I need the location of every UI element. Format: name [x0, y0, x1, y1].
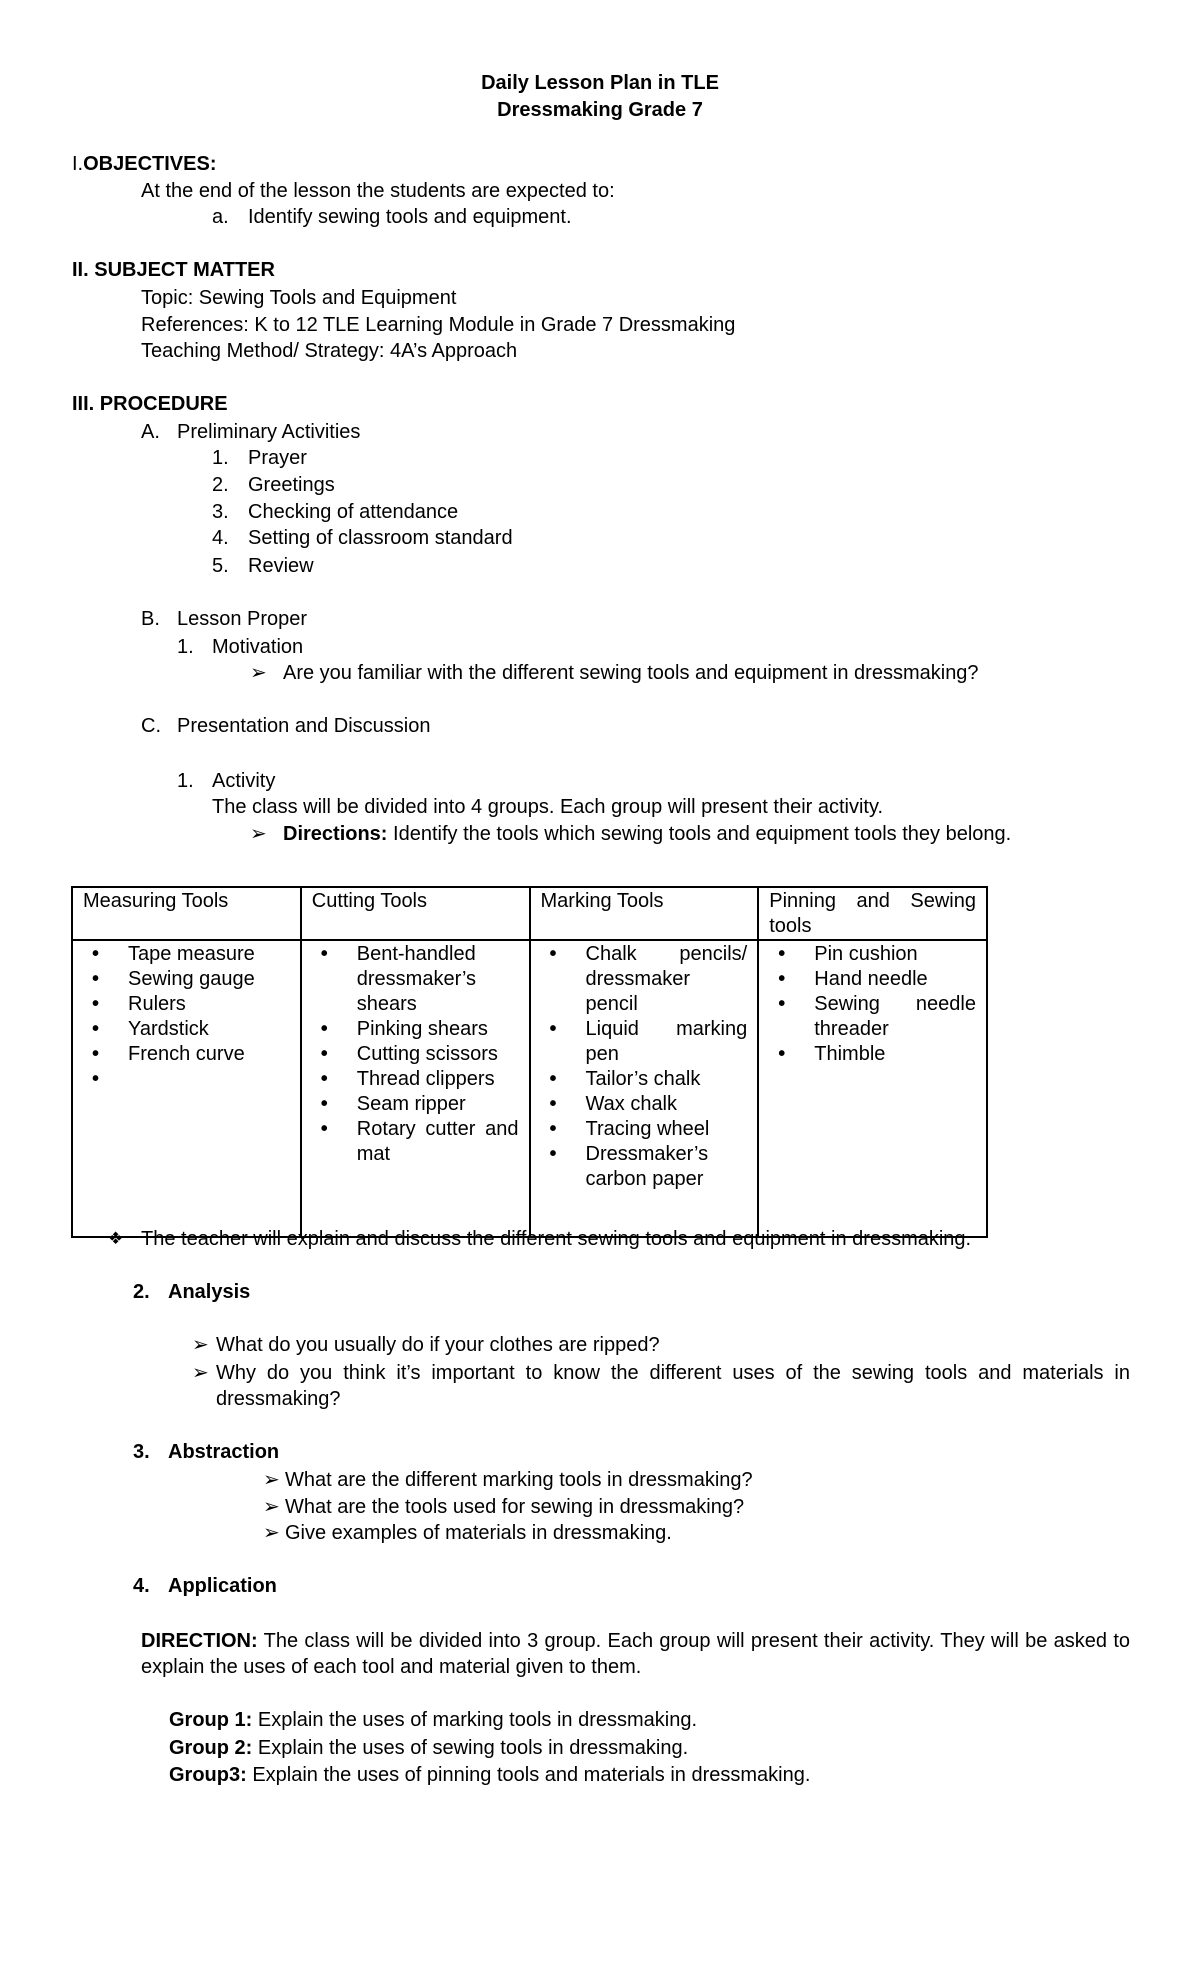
list-item: • Liquid marking pen: [586, 1017, 748, 1067]
objectives-label: OBJECTIVES:: [83, 153, 217, 175]
header-measuring: Measuring Tools: [72, 887, 301, 940]
list-item: • Tracing wheel: [586, 1117, 748, 1142]
group-3: [169, 1762, 810, 1788]
directions: [283, 821, 1011, 847]
objectives-prefix: I.: [72, 153, 84, 175]
topic: Topic: Sewing Tools and Equipment: [141, 287, 457, 309]
analysis-marker: 2.: [133, 1281, 150, 1303]
list-item: • Seam ripper: [357, 1092, 519, 1117]
objectives-heading: [72, 151, 216, 177]
list-item: • Tailor’s chalk: [586, 1067, 748, 1092]
group-label: Group3:: [169, 1764, 247, 1786]
analysis-question-text: Why do you think it’s important to know the different uses of the sewing tools and materials in dressmaking?: [216, 1362, 1130, 1410]
header-marking: Marking Tools: [530, 887, 759, 940]
arrow-bullet-icon: ➢: [250, 823, 267, 845]
table-header-row: [72, 887, 987, 940]
list-item: • French curve: [128, 1042, 290, 1067]
prelim-marker: 2.: [212, 474, 229, 496]
cutting-tools-cell: [301, 940, 530, 1237]
prelim-item: Review: [248, 555, 314, 577]
group-label: Group 2:: [169, 1737, 253, 1759]
group-1: [169, 1707, 697, 1733]
activity-text: The class will be divided into 4 groups. Each group will present their activity.: [212, 796, 884, 818]
application-marker: 4.: [133, 1575, 150, 1597]
objective-marker: a.: [212, 206, 229, 228]
prelim-item: Setting of classroom standard: [248, 527, 513, 549]
direction-label: DIRECTION:: [141, 1630, 258, 1652]
arrow-bullet-icon: ➢: [263, 1522, 280, 1544]
section-a-label: Preliminary Activities: [177, 421, 361, 443]
procedure-heading: III. PROCEDURE: [72, 393, 228, 415]
title-line-1: Daily Lesson Plan in TLE: [481, 72, 719, 94]
measuring-tools-cell: [72, 940, 301, 1237]
arrow-bullet-icon: ➢: [263, 1469, 280, 1491]
application-label: Application: [168, 1575, 277, 1597]
analysis-label: Analysis: [168, 1281, 251, 1303]
group-text: Explain the uses of pinning tools and materials in dressmaking.: [246, 1764, 811, 1786]
section-b-marker: B.: [141, 608, 160, 630]
list-item: • Yardstick: [128, 1017, 290, 1042]
header-cutting: Cutting Tools: [301, 887, 530, 940]
teaching-method: Teaching Method/ Strategy: 4A’s Approach: [141, 340, 518, 362]
group-2: [169, 1735, 688, 1761]
section-a-marker: A.: [141, 421, 160, 443]
list-item: • Pinking shears: [357, 1017, 519, 1042]
abstraction-question: What are the different marking tools in dressmaking?: [285, 1469, 753, 1491]
header-pinning-sewing: Pinning and Sewing tools: [758, 887, 987, 940]
list-item: • Pin cushion: [814, 942, 976, 967]
abstraction-question: Give examples of materials in dressmaking.: [285, 1522, 672, 1544]
arrow-bullet-icon: ➢: [263, 1496, 280, 1518]
list-item: • Rulers: [128, 992, 290, 1017]
tools-table: [71, 886, 988, 1238]
section-c-label: Presentation and Discussion: [177, 715, 431, 737]
table-row: [72, 940, 987, 1237]
prelim-marker: 4.: [212, 527, 229, 549]
list-item: • Wax chalk: [586, 1092, 748, 1117]
list-item: • Hand needle: [814, 967, 976, 992]
list-item: • Sewing gauge: [128, 967, 290, 992]
activity-label: Activity: [212, 770, 276, 792]
pinning-sewing-tools-cell: [758, 940, 987, 1237]
motivation-marker: 1.: [177, 636, 194, 658]
abstraction-question: What are the tools used for sewing in dressmaking?: [285, 1496, 745, 1518]
prelim-marker: 3.: [212, 501, 229, 523]
prelim-marker: 5.: [212, 555, 229, 577]
section-b-label: Lesson Proper: [177, 608, 308, 630]
list-item: • Thimble: [814, 1042, 976, 1067]
group-label: Group 1:: [169, 1709, 253, 1731]
analysis-question: What do you usually do if your clothes are ripped?: [216, 1334, 660, 1356]
list-item: • Rotary cutter and mat: [357, 1117, 519, 1167]
list-item: • Chalk pencils/ dressmaker pencil: [586, 942, 748, 1017]
list-item: • Dressmaker’s carbon paper: [586, 1142, 748, 1192]
list-item: • Sewing needle threader: [814, 992, 976, 1042]
list-item-empty: [128, 1067, 290, 1092]
motivation-question: Are you familiar with the different sewing tools and equipment in dressmaking?: [283, 662, 979, 684]
analysis-question: [216, 1360, 1130, 1412]
abstraction-label: Abstraction: [168, 1441, 280, 1463]
directions-text: Identify the tools which sewing tools and equipment tools they belong.: [387, 823, 1012, 845]
abstraction-marker: 3.: [133, 1441, 150, 1463]
arrow-bullet-icon: ➢: [192, 1334, 209, 1356]
prelim-item: Checking of attendance: [248, 501, 459, 523]
references: References: K to 12 TLE Learning Module in Grade 7 Dressmaking: [141, 314, 736, 336]
prelim-item: Greetings: [248, 474, 335, 496]
teacher-note: The teacher will explain and discuss the different sewing tools and equipment in dressmaking.: [141, 1228, 972, 1250]
list-item: • Tape measure: [128, 942, 290, 967]
direction-text: The class will be divided into 3 group. Each group will present their activity. They will be asked to explain the uses of each tool and material given to them.: [141, 1630, 1130, 1678]
list-item: • Bent-handled dressmaker’s shears: [357, 942, 519, 1017]
motivation-label: Motivation: [212, 636, 304, 658]
arrow-bullet-icon: ➢: [192, 1362, 209, 1384]
arrow-bullet-icon: ➢: [250, 662, 267, 684]
prelim-item: Prayer: [248, 447, 307, 469]
list-item: • Cutting scissors: [357, 1042, 519, 1067]
subject-matter-heading: II. SUBJECT MATTER: [72, 259, 275, 281]
directions-label: Directions:: [283, 823, 388, 845]
list-item: • Thread clippers: [357, 1067, 519, 1092]
title-line-2: Dressmaking Grade 7: [497, 99, 703, 121]
section-c-marker: C.: [141, 715, 161, 737]
group-text: Explain the uses of marking tools in dressmaking.: [252, 1709, 698, 1731]
activity-marker: 1.: [177, 770, 194, 792]
objectives-intro: At the end of the lesson the students are expected to:: [141, 180, 615, 202]
prelim-marker: 1.: [212, 447, 229, 469]
application-direction: [141, 1628, 1130, 1680]
diamond-bullet-icon: ❖: [108, 1229, 124, 1248]
group-text: Explain the uses of sewing tools in dressmaking.: [252, 1737, 689, 1759]
objective-text: Identify sewing tools and equipment.: [248, 206, 572, 228]
marking-tools-cell: [530, 940, 759, 1237]
